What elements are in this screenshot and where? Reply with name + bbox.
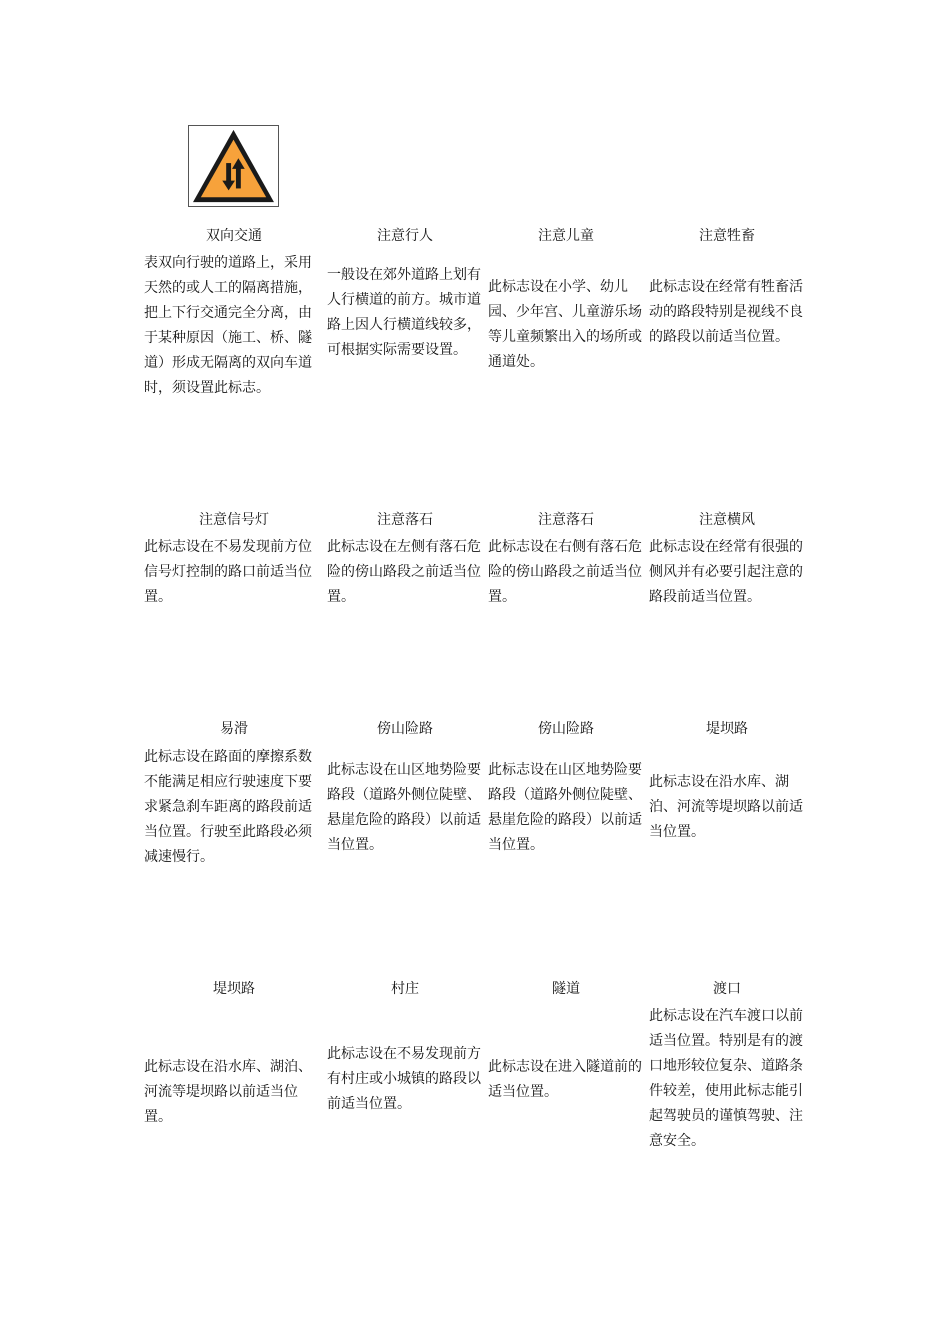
sign-description: 表双向行驶的道路上，采用天然的或人工的隔离措施，把上下行交通完全分离，由于某种原因（施工、桥、隧道）形成无隔离的双向车道时，须设置此标志。 xyxy=(144,255,312,396)
sign-title: 注意落石 xyxy=(538,512,594,528)
sign-title: 注意儿童 xyxy=(538,228,594,244)
sign-title: 注意牲畜 xyxy=(699,228,755,244)
sign-description: 此标志设在不易发现前方位信号灯控制的路口前适当位置。 xyxy=(144,539,312,605)
sign-description: 此标志设在山区地势险要路段（道路外侧位陡壁、悬崖危险的路段）以前适当位置。 xyxy=(488,762,642,853)
sign-title: 渡口 xyxy=(713,981,741,997)
sign-description: 此标志设在不易发现前方有村庄或小城镇的路段以前适当位置。 xyxy=(327,1046,481,1112)
sign-description: 此标志设在右侧有落石危险的傍山路段之前适当位置。 xyxy=(488,539,642,605)
sign-title: 隧道 xyxy=(552,981,580,997)
sign-description: 此标志设在路面的摩擦系数不能满足相应行驶速度下要求紧急刹车距离的路段前适当位置。行驶至此路段必须减速慢行。 xyxy=(144,749,312,865)
sign-title: 村庄 xyxy=(391,981,419,997)
sign-title: 注意行人 xyxy=(377,228,433,244)
sign-description: 此标志设在进入隧道前的适当位置。 xyxy=(488,1059,642,1100)
sign-description: 此标志设在经常有很强的侧风并有必要引起注意的路段前适当位置。 xyxy=(649,539,803,605)
sign-description: 此标志设在沿水库、湖泊、河流等堤坝路以前适当位置。 xyxy=(144,1059,312,1125)
sign-title: 注意信号灯 xyxy=(199,512,269,528)
sign-description: 此标志设在沿水库、湖泊、河流等堤坝路以前适当位置。 xyxy=(649,774,803,840)
sign-title: 注意落石 xyxy=(377,512,433,528)
sign-title: 双向交通 xyxy=(206,228,262,244)
sign-description: 此标志设在小学、幼儿园、少年宫、儿童游乐场等儿童频繁出入的场所或通道处。 xyxy=(488,279,642,370)
sign-description: 一般设在郊外道路上划有人行横道的前方。城市道路上因人行横道线较多，可根据实际需要设置。 xyxy=(327,267,481,358)
sign-title: 傍山险路 xyxy=(377,721,433,737)
sign-title: 堤坝路 xyxy=(706,721,748,737)
sign-title: 注意横风 xyxy=(699,512,755,528)
two-way-traffic-sign-icon xyxy=(188,125,279,207)
sign-description: 此标志设在汽车渡口以前适当位置。特别是有的渡口地形较位复杂、道路条件较差，使用此标志能引起驾驶员的谨慎驾驶、注意安全。 xyxy=(649,1008,803,1149)
sign-title: 堤坝路 xyxy=(213,981,255,997)
sign-description: 此标志设在左侧有落石危险的傍山路段之前适当位置。 xyxy=(327,539,481,605)
sign-title: 傍山险路 xyxy=(538,721,594,737)
sign-title: 易滑 xyxy=(220,721,248,737)
sign-description: 此标志设在经常有牲畜活动的路段特别是视线不良的路段以前适当位置。 xyxy=(649,279,803,345)
sign-description: 此标志设在山区地势险要路段（道路外侧位陡壁、悬崖危险的路段）以前适当位置。 xyxy=(327,762,481,853)
